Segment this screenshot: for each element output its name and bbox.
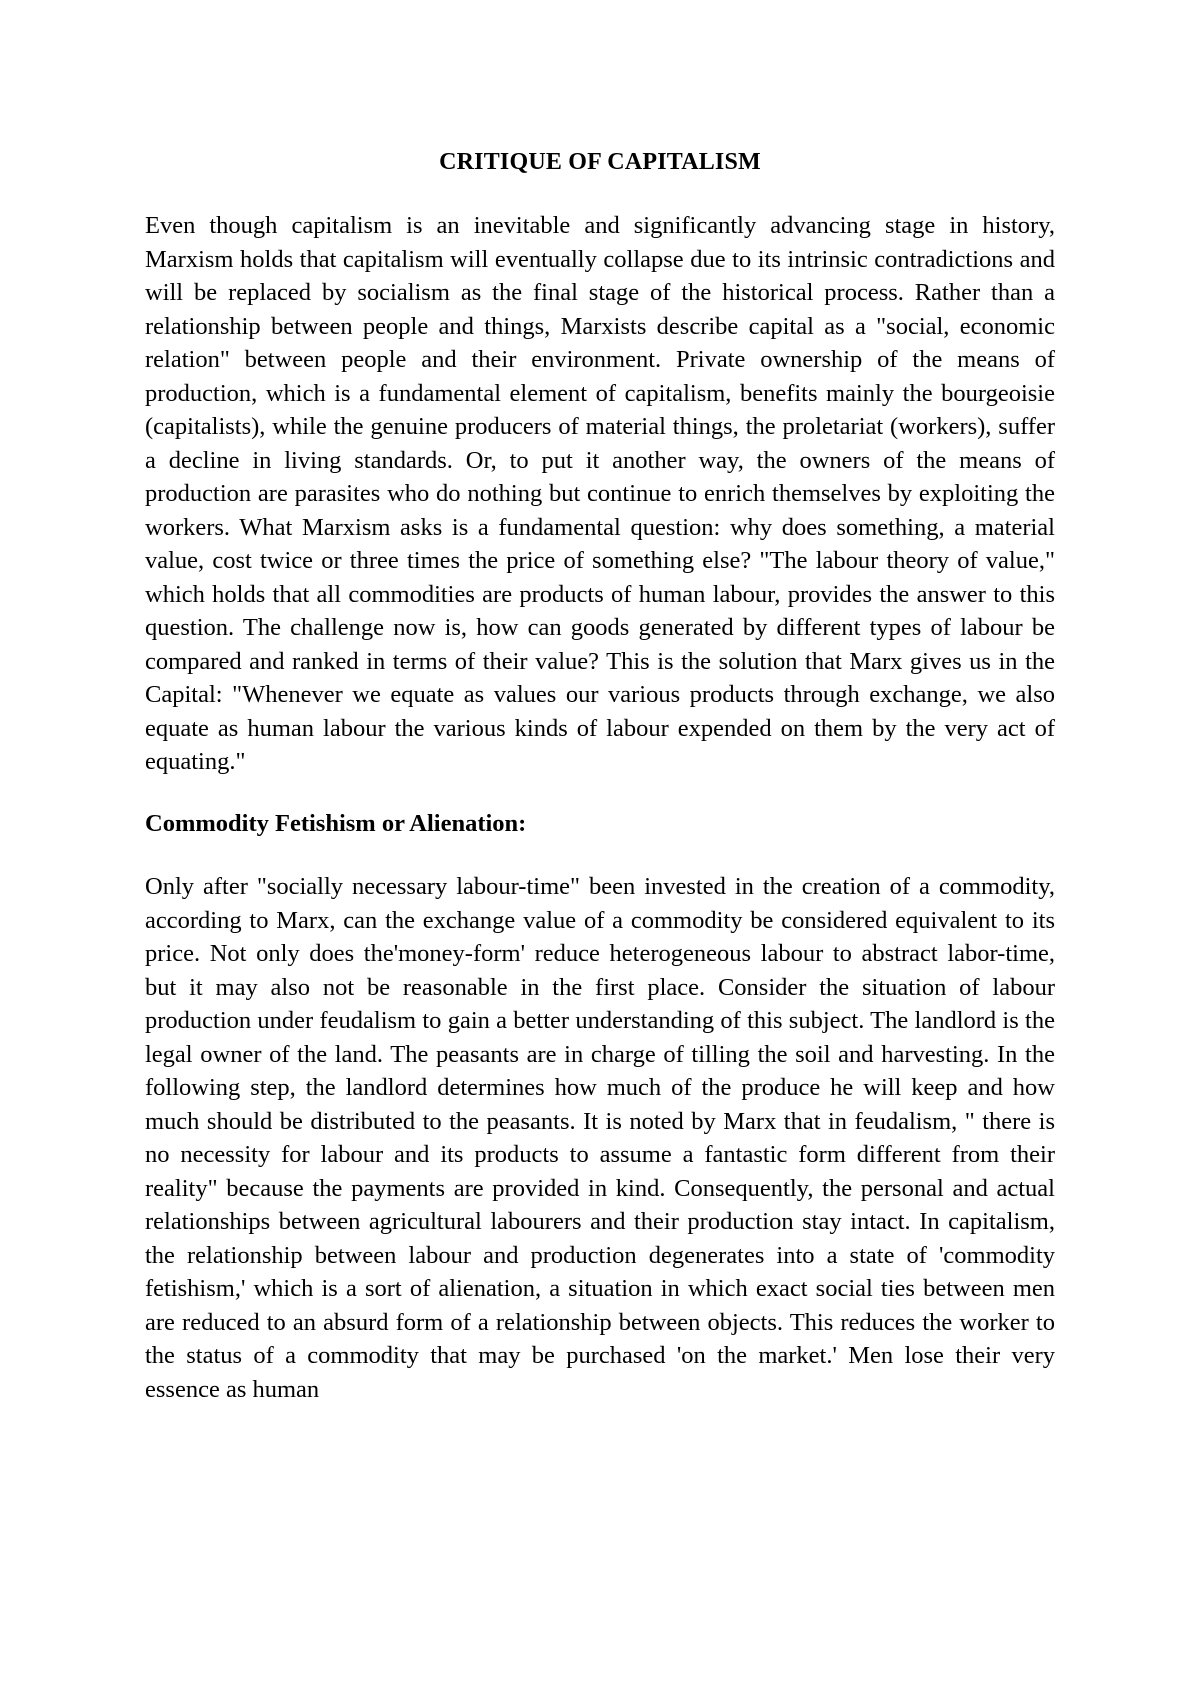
- page-title: CRITIQUE OF CAPITALISM: [439, 149, 761, 175]
- body-paragraph-fetishism: Only after "socially necessary labour-time" been invested in the creation of a commodity, according to Marx, can the exchange value of a commodity be considered equivalent to its price. Not only does the'money-form' reduce heterogeneous labour to abstract labor-time, but it may also not be reasonable in the first place. Consider the situation of labour production under feudalism to gain a better understanding of this subject. The landlord is the legal owner of the land. The peasants are in charge of tilling the soil and harvesting. In the following step, the landlord determines how much of the produce he will keep and how much should be distributed to the peasants. It is noted by Marx that in feudalism, " there is no necessity for labour and its products to assume a fantastic form different from their reality" because the payments are provided in kind. Consequently, the personal and actual relationships between agricultural labourers and their production stay intact. In capitalism, the relationship between labour and production degenerates into a state of 'commodity fetishism,' which is a sort of alienation, a situation in which exact social ties between men are reduced to an absurd form of a relationship between objects. This reduces the worker to the status of a commodity that may be purchased 'on the market.' Men lose their very essence as human: [145, 873, 1055, 1403]
- document-page: [145, 145, 1055, 1406]
- body-paragraph-intro: Even though capitalism is an inevitable and significantly advancing stage in history, Marxism holds that capitalism will eventually collapse due to its intrinsic contradictions and will be replaced by socialism as the final stage of the historical process. Rather than a relationship between people and things, Marxists describe capital as a "social, economic relation" between people and their environment. Private ownership of the means of production, which is a fundamental element of capitalism, benefits mainly the bourgeoisie (capitalists), while the genuine producers of material things, the proletariat (workers), suffer a decline in living standards. Or, to put it another way, the owners of the means of production are parasites who do nothing but continue to enrich themselves by exploiting the workers. What Marxism asks is a fundamental question: why does something, a material value, cost twice or three times the price of something else? "The labour theory of value," which holds that all commodities are products of human labour, provides the answer to this question. The challenge now is, how can goods generated by different types of labour be compared and ranked in terms of their value? This is the solution that Marx gives us in the Capital: "Whenever we equate as values our various products through exchange, we also equate as human labour the various kinds of labour expended on them by the very act of equating.": [145, 212, 1055, 775]
- section-heading: Commodity Fetishism or Alienation:: [145, 809, 527, 837]
